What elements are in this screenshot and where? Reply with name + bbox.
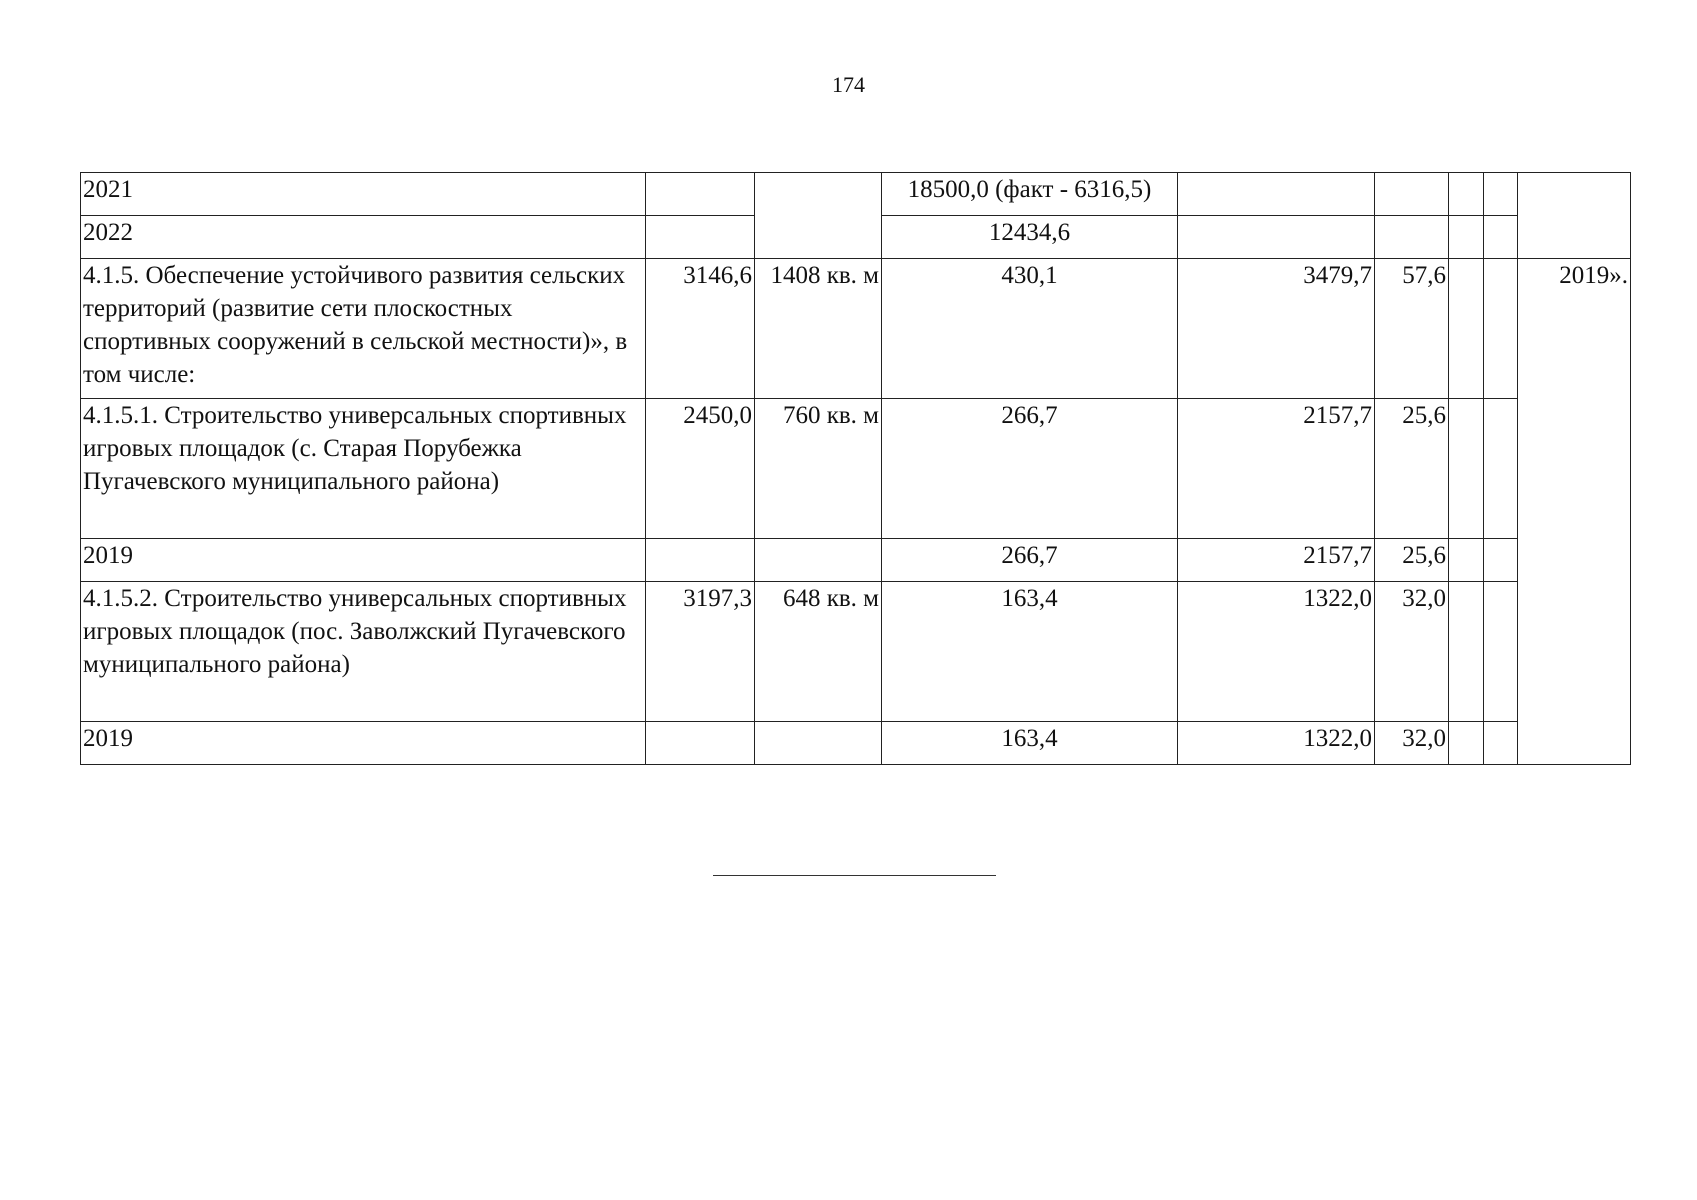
regional-cell: 2157,7 xyxy=(1178,539,1375,582)
volume-cell xyxy=(755,173,882,259)
total-cell xyxy=(646,216,755,259)
extra-cell xyxy=(1449,582,1484,722)
local-cell xyxy=(1375,216,1449,259)
year-cell xyxy=(1518,173,1631,259)
regional-cell: 1322,0 xyxy=(1178,582,1375,722)
federal-cell: 266,7 xyxy=(882,539,1178,582)
extra-cell xyxy=(1449,173,1484,216)
total-cell: 3197,3 xyxy=(646,582,755,722)
local-cell: 25,6 xyxy=(1375,539,1449,582)
table-row xyxy=(81,259,1631,399)
row-name: 2019 xyxy=(81,539,646,582)
federal-cell: 430,1 xyxy=(882,259,1178,399)
volume-cell xyxy=(755,722,882,765)
total-cell xyxy=(646,722,755,765)
extra-cell xyxy=(1449,216,1484,259)
extra-cell xyxy=(1484,259,1518,399)
extra-cell xyxy=(1449,722,1484,765)
federal-cell: 163,4 xyxy=(882,582,1178,722)
extra-cell xyxy=(1449,259,1484,399)
extra-cell xyxy=(1484,582,1518,722)
table-row xyxy=(81,722,1631,765)
footer-rule xyxy=(713,875,996,876)
local-cell xyxy=(1375,173,1449,216)
volume-cell: 648 кв. м xyxy=(755,582,882,722)
row-name: 4.1.5.2. Строительство универсальных спортивных игровых площадок (пос. Заволжский Пугачевского муниципального района) xyxy=(81,582,646,722)
local-cell: 57,6 xyxy=(1375,259,1449,399)
total-cell: 2450,0 xyxy=(646,399,755,539)
local-cell: 25,6 xyxy=(1375,399,1449,539)
regional-cell: 1322,0 xyxy=(1178,722,1375,765)
federal-cell: 18500,0 (факт - 6316,5) xyxy=(882,173,1178,216)
total-cell xyxy=(646,173,755,216)
year-cell: 2019». xyxy=(1518,259,1631,765)
row-name: 2022 xyxy=(81,216,646,259)
extra-cell xyxy=(1484,216,1518,259)
extra-cell xyxy=(1484,539,1518,582)
table-row xyxy=(81,399,1631,539)
row-name: 2021 xyxy=(81,173,646,216)
page-number: 174 xyxy=(832,72,865,97)
federal-cell: 266,7 xyxy=(882,399,1178,539)
volume-cell xyxy=(755,539,882,582)
row-name: 4.1.5.1. Строительство универсальных спортивных игровых площадок (с. Старая Порубежка Пугачевского муниципального района) xyxy=(81,399,646,539)
regional-cell: 2157,7 xyxy=(1178,399,1375,539)
federal-cell: 163,4 xyxy=(882,722,1178,765)
extra-cell xyxy=(1449,539,1484,582)
regional-cell xyxy=(1178,216,1375,259)
volume-cell: 760 кв. м xyxy=(755,399,882,539)
federal-cell: 12434,6 xyxy=(882,216,1178,259)
regional-cell: 3479,7 xyxy=(1178,259,1375,399)
table-row xyxy=(81,173,1631,216)
table-row xyxy=(81,582,1631,722)
total-cell xyxy=(646,539,755,582)
program-budget-table xyxy=(80,172,1631,765)
extra-cell xyxy=(1484,722,1518,765)
extra-cell xyxy=(1449,399,1484,539)
local-cell: 32,0 xyxy=(1375,582,1449,722)
extra-cell xyxy=(1484,173,1518,216)
regional-cell xyxy=(1178,173,1375,216)
row-name: 4.1.5. Обеспечение устойчивого развития сельских территорий (развитие сети плоскостных спортивных сооружений в сельской местности)», в том числе: xyxy=(81,259,646,399)
total-cell: 3146,6 xyxy=(646,259,755,399)
volume-cell: 1408 кв. м xyxy=(755,259,882,399)
row-name: 2019 xyxy=(81,722,646,765)
table-row xyxy=(81,539,1631,582)
extra-cell xyxy=(1484,399,1518,539)
local-cell: 32,0 xyxy=(1375,722,1449,765)
